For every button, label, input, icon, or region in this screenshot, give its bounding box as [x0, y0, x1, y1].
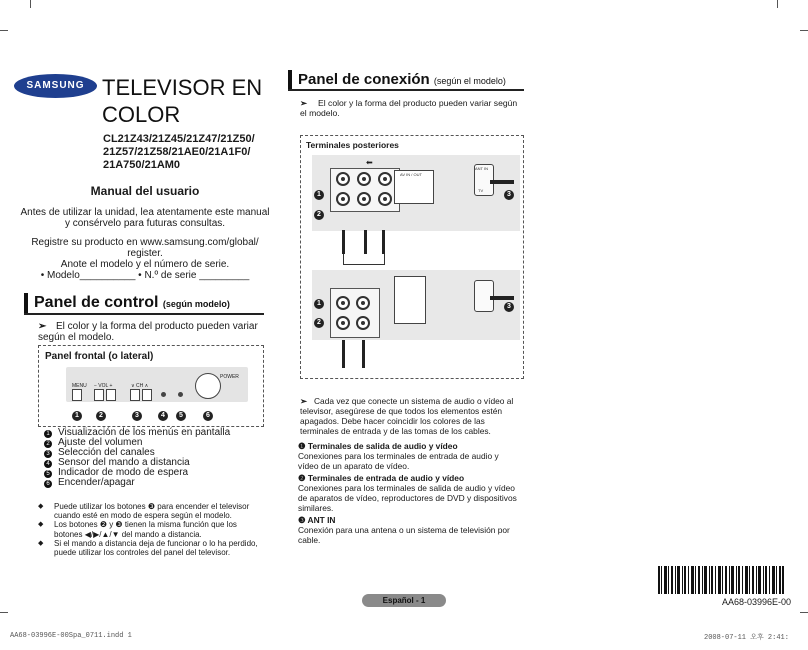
title-line-2: COLOR — [102, 102, 181, 127]
samsung-logo: SAMSUNG — [14, 74, 97, 98]
conn-panel-sub: (según el modelo) — [433, 76, 506, 86]
crop-mark — [777, 0, 778, 8]
section-rule — [24, 313, 264, 315]
manual-title: Manual del usuario — [90, 184, 200, 198]
ch-up-button[interactable] — [142, 389, 152, 401]
terminal-body: Conexión para una antena o un sistema de televisión por cable. — [298, 525, 510, 545]
section-rule — [288, 89, 524, 91]
jack-audio — [356, 316, 370, 330]
callout-2: 2 — [96, 411, 106, 421]
legend-num: 5 — [44, 470, 52, 478]
model-list — [103, 133, 273, 172]
register-line: Anote el modelo y el número de serie. — [60, 259, 230, 270]
bullet-list — [38, 502, 264, 557]
item-head: Terminales de entrada de audio y vídeo — [307, 473, 465, 483]
rca-plug — [362, 340, 365, 368]
legend-text: Indicador de modo de espera — [58, 467, 189, 478]
power-label: POWER — [220, 374, 239, 380]
jack-audio-r-in — [378, 192, 392, 206]
legend-item — [44, 478, 264, 488]
rca-plug — [342, 340, 345, 368]
vol-up-button[interactable] — [106, 389, 116, 401]
remote-sensor — [161, 392, 166, 397]
callout-6: 6 — [203, 411, 213, 421]
connection-note-text: Cada vez que conecte un sistema de audio o vídeo al televisor, asegúrese de que todos los elementos estén apagados. Debe hacer coincidir los colores de las terminales de entrada y de las tomas de los cables. — [300, 396, 514, 436]
callout-5: 5 — [176, 411, 186, 421]
front-box-title: Panel frontal (o lateral) — [45, 351, 154, 362]
power-button[interactable] — [195, 373, 221, 399]
bullet-item: ◆ Los botones ❷ y ❸ tienen la misma función que los botones ◀/▶/▲/▼ del mando a distancia. — [38, 520, 264, 538]
callout-1: 1 — [72, 411, 82, 421]
section-bar — [24, 293, 28, 313]
callout-4: 4 — [158, 411, 168, 421]
crop-mark — [0, 612, 8, 613]
model-line: CL21Z43/21Z45/21Z47/21Z50/ — [103, 133, 255, 145]
register-line: Registre su producto en www.samsung.com/global/ — [31, 237, 259, 248]
jack-audio — [356, 296, 370, 310]
crop-mark — [800, 612, 808, 613]
ch-down-button[interactable] — [130, 389, 140, 401]
section-bar — [288, 70, 292, 90]
arrow-left-icon: ⬅ — [366, 158, 373, 167]
rca-plug — [342, 230, 345, 254]
jack-audio-r-out — [378, 172, 392, 186]
item-head: ANT IN — [307, 515, 336, 525]
control-note — [38, 321, 264, 343]
arrow-right-icon: ➢ — [38, 321, 47, 332]
terminal-heading — [298, 473, 520, 483]
rear-box-title: Terminales posteriores — [306, 140, 399, 150]
arrow-right-icon: ➢ — [300, 98, 308, 108]
item-num: ❶ — [298, 441, 306, 451]
legend-num: 6 — [44, 480, 52, 488]
legend-num: 4 — [44, 460, 52, 468]
date-slug: 2008-07-11 오후 2:41: — [704, 634, 789, 642]
model-line: 21A750/21AM0 — [103, 159, 181, 171]
callout-2: 2 — [314, 210, 324, 220]
legend-text: Sensor del mando a distancia — [58, 457, 190, 468]
av-table — [394, 276, 426, 324]
callout-3: 3 — [504, 190, 514, 200]
jack-video-in — [336, 192, 350, 206]
page-title — [102, 74, 262, 128]
file-slug: AA68-03996E-00Spa_0711.indd 1 — [10, 632, 132, 640]
legend-text: Selección del canales — [58, 447, 155, 458]
legend-text: Visualización de los menús en pantalla — [58, 427, 231, 438]
legend-num: 1 — [44, 430, 52, 438]
av-label: AV IN / OUT — [400, 172, 422, 177]
conn-note — [300, 98, 520, 118]
control-panel-title: Panel de control — [34, 294, 159, 311]
cable-bundle — [343, 254, 385, 265]
rca-plug — [364, 230, 367, 254]
register-line: register. — [127, 248, 163, 259]
crop-mark — [0, 30, 8, 31]
jack-video-out — [336, 172, 350, 186]
jack-audio-l-in — [357, 192, 371, 206]
callout-3: 3 — [504, 302, 514, 312]
menu-button[interactable] — [72, 389, 82, 401]
antenna-cable — [490, 180, 514, 184]
model-line: 21Z57/21Z58/21AE0/21A1F0/ — [103, 146, 251, 158]
control-note-text: El color y la forma del producto pueden variar según el modelo. — [38, 321, 258, 343]
bullet-item: ◆ Si el mando a distancia deja de funcionar o lo ha perdido, puede utilizar los controles del panel del televisor. — [38, 539, 264, 557]
jack-video — [336, 316, 350, 330]
conn-panel-heading — [298, 71, 506, 88]
menu-label: MENU — [72, 383, 87, 389]
connection-note — [300, 396, 520, 436]
legend-text: Encender/apagar — [58, 477, 135, 488]
ch-label: ∨ CH ∧ — [131, 383, 149, 389]
crop-mark — [800, 30, 808, 31]
ant-label: ANT IN — [475, 166, 489, 171]
control-panel-heading — [34, 294, 230, 312]
conn-panel-title: Panel de conexión — [298, 71, 430, 88]
callout-3: 3 — [132, 411, 142, 421]
page-number-badge: Español - 1 — [362, 594, 446, 607]
bullet-item: ◆ Puede utilizar los botones ❸ para encender el televisor cuando esté en modo de espera según el modelo. — [38, 502, 264, 520]
terminal-body: Conexiones para los terminales de entrada de audio y vídeo de un aparato de vídeo. — [298, 451, 499, 471]
vol-down-button[interactable] — [94, 389, 104, 401]
item-num: ❸ — [298, 515, 306, 525]
register-line: • Modelo__________ • N.º de serie _________ — [40, 270, 250, 281]
control-panel-sub: (según modelo) — [162, 299, 230, 309]
part-number: AA68-03996E-00 — [722, 597, 792, 607]
crop-mark — [30, 0, 31, 8]
callout-2: 2 — [314, 318, 324, 328]
jack-video — [336, 296, 350, 310]
jack-panel — [330, 288, 380, 338]
item-num: ❷ — [298, 473, 306, 483]
terminal-heading — [298, 441, 520, 451]
legend-num: 3 — [44, 450, 52, 458]
callout-1: 1 — [314, 299, 324, 309]
terminal-heading — [298, 515, 520, 525]
callout-1: 1 — [314, 190, 324, 200]
item-head: Terminales de salida de audio y vídeo — [307, 441, 458, 451]
vol-label: − VOL + — [94, 383, 113, 389]
register-text — [20, 237, 270, 281]
title-line-1: TELEVISOR EN — [102, 75, 263, 100]
standby-led — [178, 392, 183, 397]
arrow-right-icon: ➢ — [300, 396, 308, 406]
tv-label: TV — [478, 188, 484, 193]
antenna-cable — [490, 296, 514, 300]
intro-text: Antes de utilizar la unidad, lea atentamente este manual y consérvelo para futuras consultas. — [20, 207, 270, 229]
jack-audio-l-out — [357, 172, 371, 186]
barcode — [658, 566, 784, 594]
rca-plug — [382, 230, 385, 254]
terminal-descriptions — [298, 441, 520, 545]
legend-num: 2 — [44, 440, 52, 448]
terminal-body: Conexiones para los terminales de salida de audio y vídeo de aparatos de vídeo, reproductores de DVD y dispositivos similares. — [298, 483, 517, 513]
legend-text: Ajuste del volumen — [58, 437, 143, 448]
conn-note-text: El color y la forma del producto pueden variar según el modelo. — [300, 98, 518, 118]
control-legend — [44, 428, 264, 488]
